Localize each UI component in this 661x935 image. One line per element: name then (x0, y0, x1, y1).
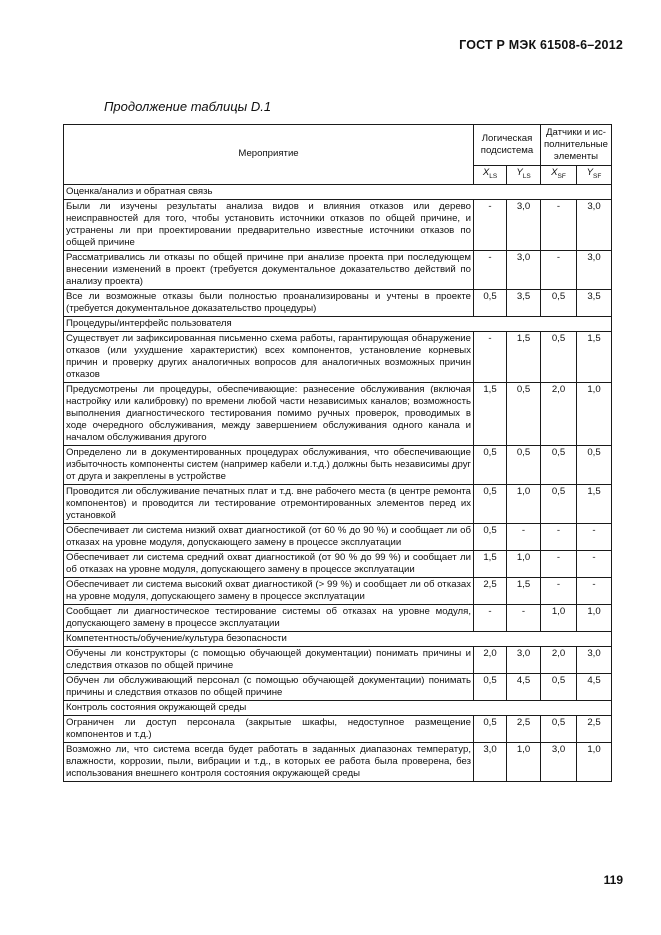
table-caption: Продолжение таблицы D.1 (104, 99, 272, 114)
score-cell: 2,5 (474, 577, 507, 604)
score-cell: 1,5 (474, 550, 507, 577)
measure-text: Обеспечивает ли система низкий охват диагностикой (от 60 % до 90 %) и сообщает ли об отказах на уровне модуля, допускающего замену в процессе эксплуатации (64, 523, 474, 550)
score-cell: 0,5 (541, 715, 577, 742)
table-row (64, 577, 612, 604)
score-cell: - (577, 550, 612, 577)
score-cell: 3,0 (507, 199, 541, 250)
score-cell: - (541, 577, 577, 604)
score-cell: 3,5 (507, 289, 541, 316)
score-cell: 0,5 (474, 673, 507, 700)
page-number: 119 (603, 873, 623, 887)
score-cell: 0,5 (541, 445, 577, 484)
score-cell: 4,5 (577, 673, 612, 700)
table-row (64, 523, 612, 550)
measure-text: Ограничен ли доступ персонала (закрытые шкафы, недоступное размещение компонентов и т.д.) (64, 715, 474, 742)
score-cell: - (474, 331, 507, 382)
score-cell: 3,0 (577, 646, 612, 673)
measure-text: Обеспечивает ли система средний охват диагностикой (от 90 % до 99 %) и сообщает ли об отказах на уровне модуля, допускающего замену в процессе эксплуатации (64, 550, 474, 577)
score-cell: 1,0 (577, 604, 612, 631)
section-row (64, 184, 612, 199)
score-cell: 0,5 (541, 289, 577, 316)
score-cell: 2,5 (577, 715, 612, 742)
column-header-yls: $Y_{LS}$ (507, 166, 541, 185)
score-cell: 0,5 (507, 382, 541, 445)
measure-text: Существует ли зафиксированная письменно схема работы, гарантирующая обнаружение отказов (или ухудшение характеристик) всех компонентов, установление корневых причин и проверку других аналогичных вопросов для аналогичных возможных причин отказов (64, 331, 474, 382)
score-cell: - (474, 604, 507, 631)
measure-text: Все ли возможные отказы были полностью проанализированы и учтены в проекте (требуется документальное доказательство процедуры) (64, 289, 474, 316)
score-cell: 4,5 (507, 673, 541, 700)
measures-table (63, 124, 612, 782)
measure-text: Возможно ли, что система всегда будет работать в заданных диапазонах температур, влажности, коррозии, пыли, вибрации и т.д., в которых ее работа была проверена, без использования внешнего контроля состояния окружающей среды (64, 742, 474, 781)
column-group-logic: Логическая подсистема (474, 125, 541, 166)
score-cell: - (507, 523, 541, 550)
score-cell: 1,5 (577, 484, 612, 523)
score-cell: 3,0 (507, 250, 541, 289)
score-cell: 1,0 (577, 742, 612, 781)
measure-text: Предусмотрены ли процедуры, обеспечивающие: разнесение обслуживания (включая настройку или калибровку) по времени любой части независимых каналов; возможность выполнения диагностического тестирования помимо ручных проверок, проводимых в ходе очередного обслуживания, между завершением обслуживания одного канала и началом обслуживания другого (64, 382, 474, 445)
score-cell: 1,0 (507, 550, 541, 577)
score-cell: 0,5 (474, 445, 507, 484)
score-cell: 0,5 (541, 484, 577, 523)
score-cell: - (577, 577, 612, 604)
score-cell: 3,0 (541, 742, 577, 781)
column-header-xsf: $X_{SF}$ (541, 166, 577, 185)
table-row (64, 250, 612, 289)
score-cell: - (541, 250, 577, 289)
measure-text: Обучен ли обслуживающий персонал (с помощью обучающей документации) понимать причины и следствия отказов по общей причине (64, 673, 474, 700)
table-row (64, 484, 612, 523)
score-cell: - (474, 199, 507, 250)
column-header-xls: $X_{LS}$ (474, 166, 507, 185)
table-row (64, 289, 612, 316)
score-cell: 1,5 (474, 382, 507, 445)
score-cell: 0,5 (577, 445, 612, 484)
column-header-ysf: $Y_{SF}$ (577, 166, 612, 185)
measure-text: Проводится ли обслуживание печатных плат и т.д. вне рабочего места (в центре ремонта компонентов) и проводится ли тестирование отремонтированных элементов перед их установкой (64, 484, 474, 523)
score-cell: 3,5 (577, 289, 612, 316)
score-cell: - (541, 523, 577, 550)
measure-text: Определено ли в документированных процедурах обслуживания, что обеспечивающие избыточность компоненты систем (например кабели и.т.д.) должны быть независимы друг от друга и закреплены в устройстве (64, 445, 474, 484)
table-row (64, 673, 612, 700)
table-row (64, 550, 612, 577)
score-cell: 2,0 (541, 382, 577, 445)
table-row (64, 742, 612, 781)
score-cell: - (577, 523, 612, 550)
score-cell: 0,5 (474, 484, 507, 523)
score-cell: 0,5 (541, 673, 577, 700)
measure-text: Были ли изучены результаты анализа видов и влияния отказов или дерево неисправностей для того, чтобы установить источники отказов по общей причине, и устранены ли при проектировании предварительно известные источники отказов по общей причине (64, 199, 474, 250)
score-cell: 1,5 (507, 331, 541, 382)
section-row (64, 631, 612, 646)
table-row (64, 445, 612, 484)
table-row (64, 715, 612, 742)
score-cell: 3,0 (577, 250, 612, 289)
table-row (64, 331, 612, 382)
score-cell: 1,5 (507, 577, 541, 604)
section-title: Компетентность/обучение/культура безопасности (64, 631, 612, 646)
table-row (64, 199, 612, 250)
score-cell: 0,5 (541, 331, 577, 382)
column-header-measure: Мероприятие (64, 125, 474, 185)
score-cell: 0,5 (474, 715, 507, 742)
score-cell: 3,0 (577, 199, 612, 250)
measure-text: Обеспечивает ли система высокий охват диагностикой (> 99 %) и сообщает ли об отказах на уровне модуля, допускающего замену в процессе эксплуатации (64, 577, 474, 604)
score-cell: - (541, 199, 577, 250)
section-row (64, 700, 612, 715)
score-cell: 1,0 (541, 604, 577, 631)
document-header: ГОСТ Р МЭК 61508-6–2012 (459, 38, 623, 52)
score-cell: 1,0 (507, 484, 541, 523)
score-cell: 0,5 (474, 523, 507, 550)
score-cell: 0,5 (474, 289, 507, 316)
score-cell: 2,0 (541, 646, 577, 673)
table-row (64, 646, 612, 673)
section-title: Контроль состояния окружающей среды (64, 700, 612, 715)
section-row (64, 316, 612, 331)
score-cell: 1,5 (577, 331, 612, 382)
section-title: Оценка/анализ и обратная связь (64, 184, 612, 199)
section-title: Процедуры/интерфейс пользователя (64, 316, 612, 331)
header-row (64, 125, 612, 166)
measure-text: Обучены ли конструкторы (с помощью обучающей документации) понимать причины и следствия отказов по общей причине (64, 646, 474, 673)
measure-text: Сообщает ли диагностическое тестирование системы об отказах на уровне модуля, допускающего замену в процессе эксплуатации (64, 604, 474, 631)
measure-text: Рассматривались ли отказы по общей причине при анализе проекта при последующем внесении изменений в проект (требуется документальное доказательство действий по анализу проекта) (64, 250, 474, 289)
score-cell: 1,0 (577, 382, 612, 445)
score-cell: 0,5 (507, 445, 541, 484)
score-cell: - (507, 604, 541, 631)
score-cell: 2,5 (507, 715, 541, 742)
score-cell: - (541, 550, 577, 577)
score-cell: 3,0 (474, 742, 507, 781)
table-row (64, 382, 612, 445)
score-cell: 1,0 (507, 742, 541, 781)
table-row (64, 604, 612, 631)
score-cell: 3,0 (507, 646, 541, 673)
score-cell: - (474, 250, 507, 289)
score-cell: 2,0 (474, 646, 507, 673)
column-group-sensors: Датчики и ис-полнительные элементы (541, 125, 612, 166)
